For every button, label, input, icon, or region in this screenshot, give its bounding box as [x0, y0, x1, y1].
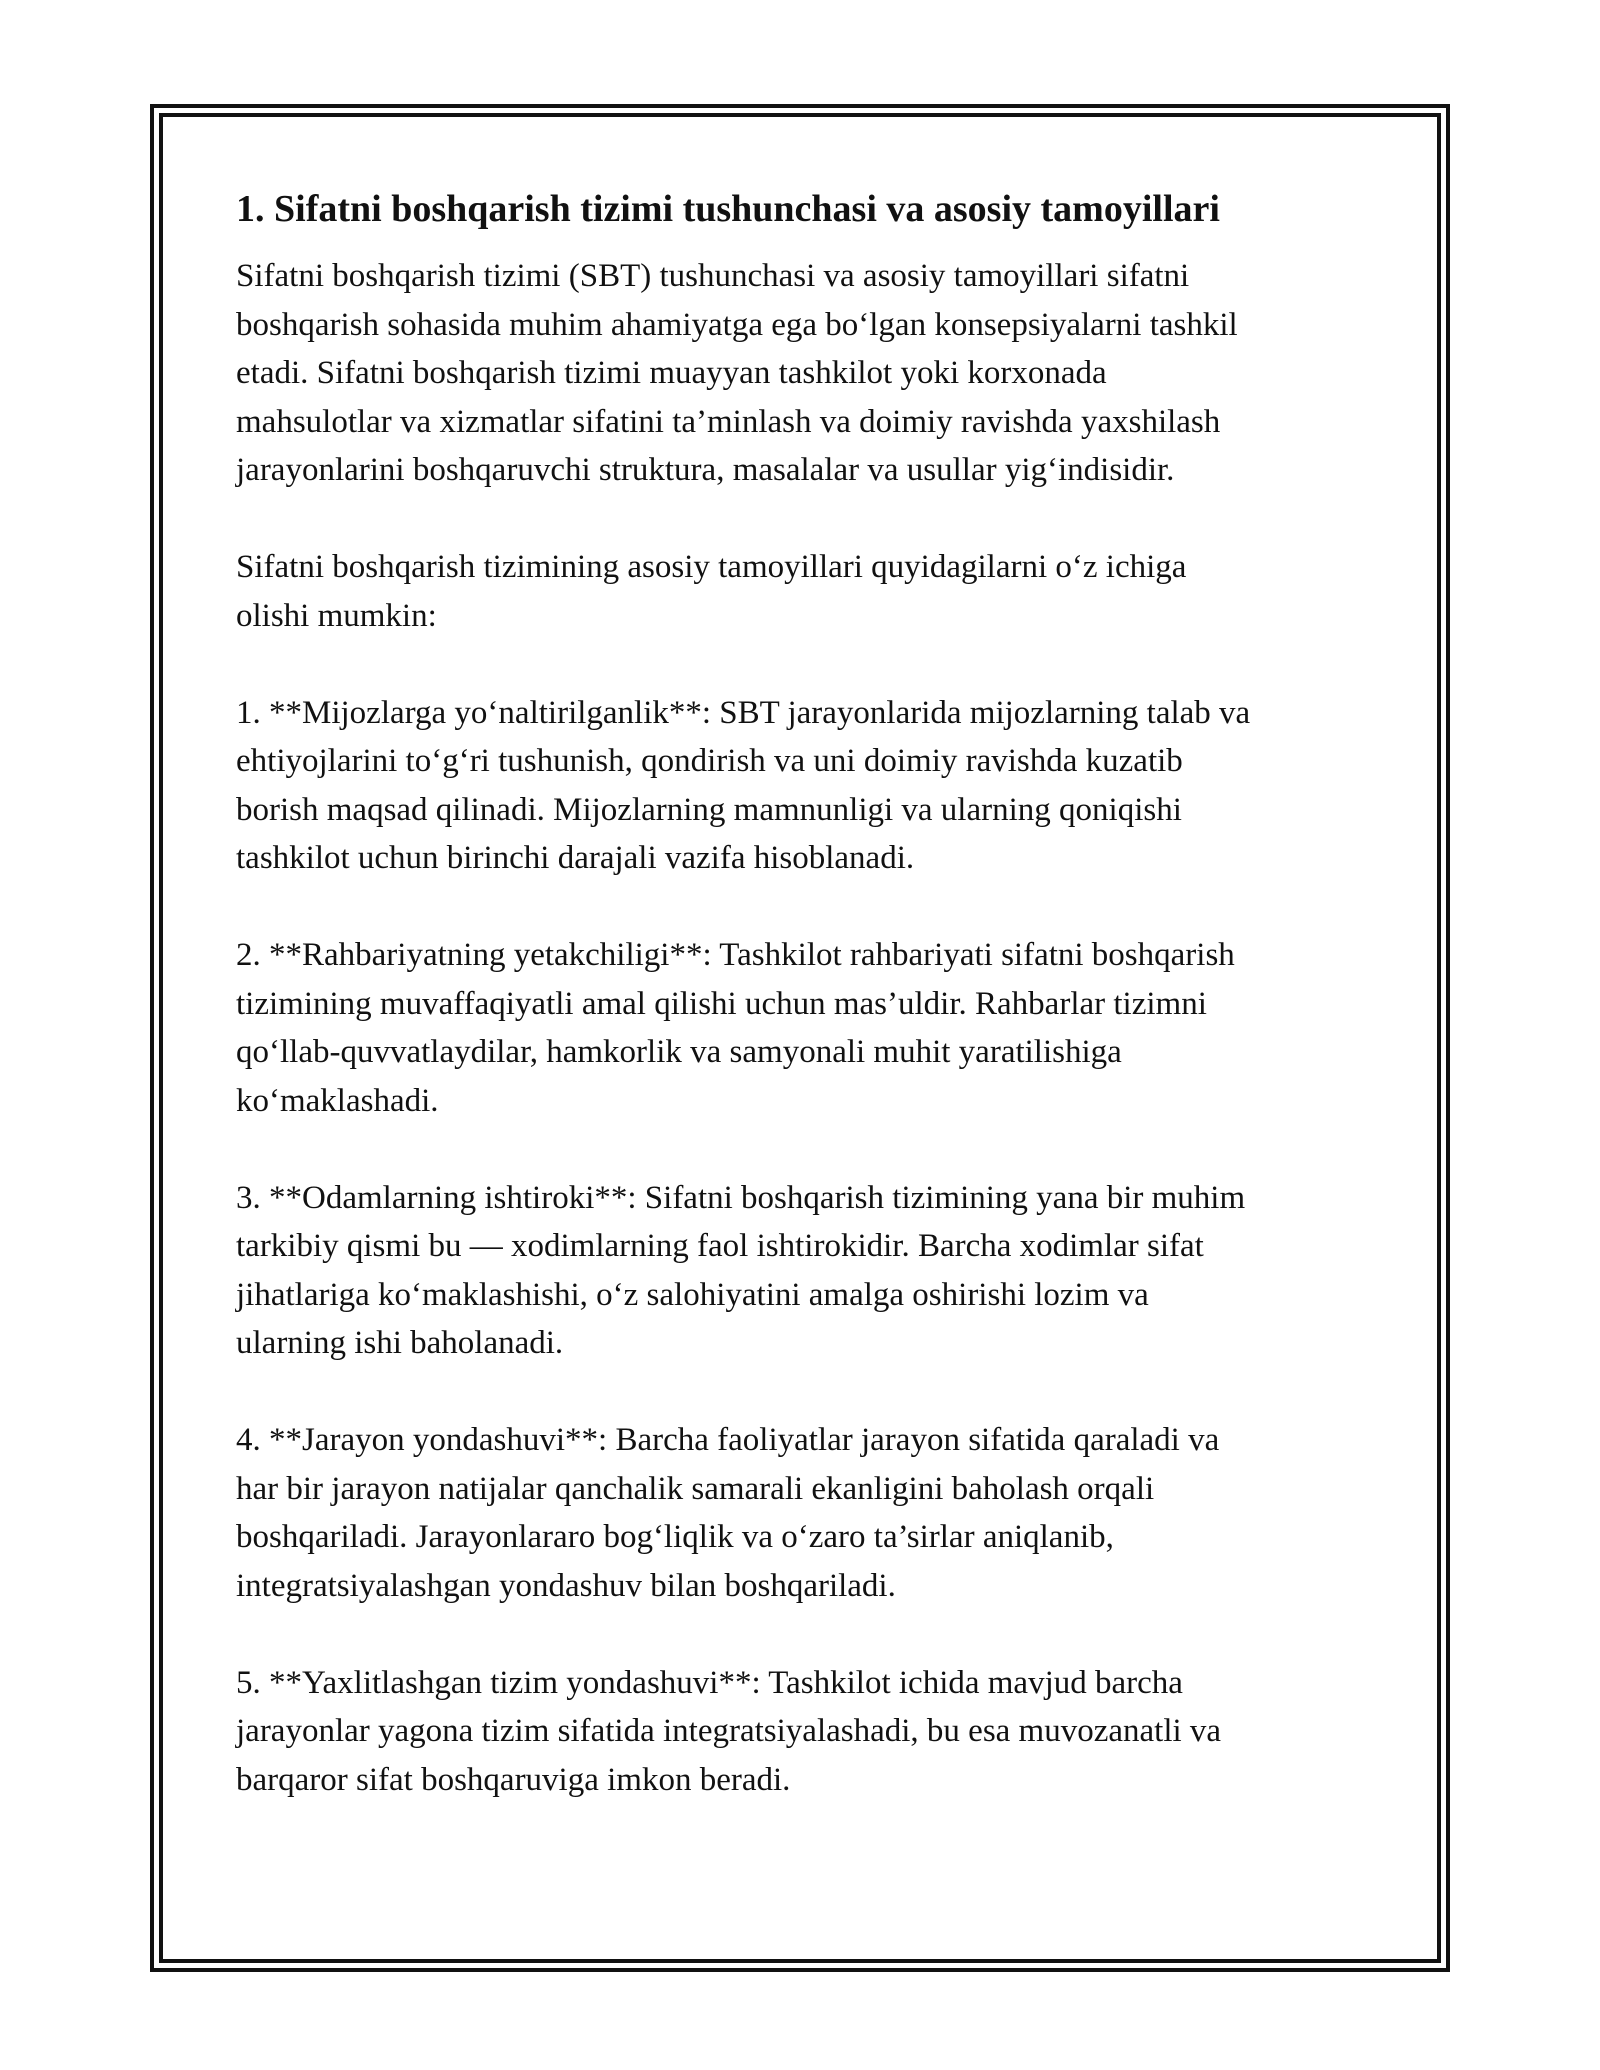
text-line: jarayonlarini boshqaruvchi struktura, masalalar va usullar yig‘indisidir.: [236, 452, 1175, 488]
text-line: borish maqsad qilinadi. Mijozlarning mamnunligi va ularning qoniqishi: [236, 791, 1182, 828]
principle-item-3: [236, 1174, 1376, 1368]
text-line: barqaror sifat boshqaruviga imkon beradi.: [236, 1761, 791, 1798]
text-line: 3. **Odamlarning ishtiroki**: Sifatni boshqarish tizimining yana bir muhim: [236, 1179, 1246, 1216]
principle-item-4: [236, 1416, 1376, 1610]
text-line: 5. **Yaxlitlashgan tizim yondashuvi**: Tashkilot ichida mavjud barcha: [236, 1664, 1183, 1701]
text-line: ko‘maklashadi.: [236, 1082, 439, 1119]
text-line: mahsulotlar va xizmatlar sifatini ta’minlash va doimiy ravishda yaxshilash: [236, 403, 1221, 440]
text-line: ehtiyojlarini to‘g‘ri tushunish, qondirish va uni doimiy ravishda kuzatib: [236, 743, 1183, 779]
text-line: qo‘llab-quvvatlaydilar, hamkorlik va samyonali muhit yaratilishiga: [236, 1034, 1122, 1070]
text-line: har bir jarayon natijalar qanchalik samarali ekanligini baholash orqali: [236, 1470, 1155, 1507]
principle-item-5: [236, 1659, 1376, 1805]
text-line: Sifatni boshqarish tizimi (SBT) tushunchasi va asosiy tamoyillari sifatni: [236, 258, 1190, 294]
text-line: boshqarish sohasida muhim ahamiyatga ega bo‘lgan konsepsiyalarni tashkil: [236, 306, 1238, 343]
text-line: tarkibiy qismi bu — xodimlarning faol ishtirokidir. Barcha xodimlar sifat: [236, 1228, 1204, 1264]
section-title: 1. Sifatni boshqarish tizimi tushunchasi va asosiy tamoyillari: [236, 188, 1220, 230]
text-line: 4. **Jarayon yondashuvi**: Barcha faoliyatlar jarayon sifatida qaraladi va: [236, 1422, 1220, 1458]
text-line: jarayonlar yagona tizim sifatida integratsiyalashadi, bu esa muvozanatli va: [236, 1713, 1222, 1749]
document-body: [236, 186, 1376, 1853]
paragraph-intro: [236, 252, 1376, 495]
text-line: 1. **Mijozlarga yo‘naltirilganlik**: SBT jarayonlarida mijozlarning talab va: [236, 694, 1251, 731]
text-line: boshqariladi. Jarayonlararo bog‘liqlik va o‘zaro ta’sirlar aniqlanib,: [236, 1519, 1114, 1555]
principle-item-1: [236, 689, 1376, 883]
principle-item-2: [236, 931, 1376, 1125]
text-line: jihatlariga ko‘maklashishi, o‘z salohiyatini amalga oshirishi lozim va: [236, 1276, 1149, 1313]
text-line: integratsiyalashgan yondashuv bilan boshqariladi.: [236, 1567, 896, 1604]
text-line: ularning ishi baholanadi.: [236, 1325, 564, 1361]
text-line: 2. **Rahbariyatning yetakchiligi**: Tashkilot rahbariyati sifatni boshqarish: [236, 937, 1235, 973]
text-line: tizimining muvaffaqiyatli amal qilishi uchun mas’uldir. Rahbarlar tizimni: [236, 985, 1207, 1022]
text-line: Sifatni boshqarish tizimining asosiy tamoyillari quyidagilarni o‘z ichiga: [236, 549, 1187, 585]
text-line: etadi. Sifatni boshqarish tizimi muayyan tashkilot yoki korxonada: [236, 355, 1107, 391]
text-line: olishi mumkin:: [236, 597, 437, 634]
text-line: tashkilot uchun birinchi darajali vazifa hisoblanadi.: [236, 840, 915, 876]
paragraph-principles-lead: [236, 543, 1376, 640]
